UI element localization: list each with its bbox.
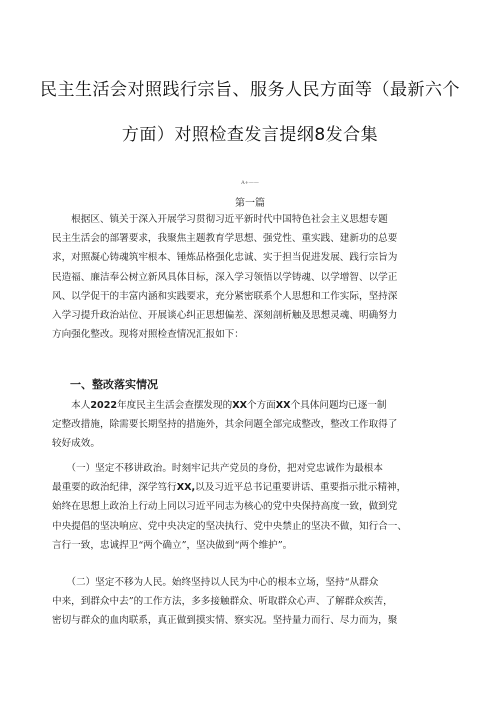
paragraph-line: 定整改措施，除需要长期坚持的措施外，其余问题全部完成整改，整改工作取得了: [52, 419, 398, 431]
paragraph-line: 入学习提升政治站位、开展谈心纠正思想偏差、深刻剖析触及思想灵魂、明确努力: [52, 310, 398, 322]
paragraph-line: 最重要的政治纪律，深学笃行XX,以及习近平总书记重要讲话、重要指示批示精神，: [52, 482, 407, 494]
paragraph-line: 风、以学促干的丰富内涵和实践要求，充分紧密联系个人思想和工作实际，坚持深: [52, 290, 398, 302]
paragraph-line: 本人2022年度民主生活会查摆发现的XX个方面XX个具体问题均已逐一制: [52, 400, 387, 411]
paragraph-line: 民造福、廉洁奉公树立新风具体目标，深入学习领悟以学铸魂、以学增智、以学正: [52, 271, 398, 283]
section-heading: 一、整改落实情况: [70, 378, 158, 391]
paragraph-line: 始终在思想上政治上行动上同以习近平同志为核心的党中央保持高度一致，做到党: [52, 501, 398, 513]
paragraph-line: 民主生活会的部署要求，我聚焦主题教育学思想、强党性、重实践、建新功的总要: [52, 233, 398, 245]
document-title-line-2: 方面）对照检查发言提纲8发合集: [121, 125, 379, 145]
small-mark: A+——: [241, 180, 259, 186]
paragraph-line: 言行一致，忠诚捍卫“两个确立”，坚决做到“两个维护”。: [52, 539, 293, 551]
paragraph-line: 根据区、镇关于深入开展学习贯彻习近平新时代中国特色社会主义思想专题: [52, 214, 388, 225]
paragraph-line: （一）坚定不移讲政治。时刻牢记共产党员的身份，把对党忠诚作为最根本: [52, 463, 383, 474]
paragraph-line: 中央提倡的坚决响应、党中央决定的坚决执行、党中央禁止的坚决不做，知行合一、: [52, 520, 407, 532]
paragraph-line: 方向强化整改。现将对照检查情况汇报如下：: [52, 329, 244, 341]
intro-paragraph: [52, 210, 454, 344]
paragraph-line: 较好成效。: [52, 438, 100, 450]
paragraph-line: 密切与群众的血肉联系，真正做到摸实情、察实况。坚持量力而行、尽力而为，聚: [52, 615, 398, 627]
politics-paragraph: [52, 459, 454, 555]
people-paragraph: [52, 573, 454, 631]
paragraph-line: （二）坚定不移为人民。始终坚持以人民为中心的根本立场，坚持“从群众: [52, 577, 379, 588]
paragraph-line: 求，对照凝心铸魂筑牢根本、锤炼品格强化忠诚、实于担当促进发展、践行宗旨为: [52, 252, 398, 264]
document-title-line-1: 民主生活会对照践行宗旨、服务人民方面等（最新六个: [40, 80, 460, 100]
section-subtitle: 第一篇: [235, 198, 265, 209]
paragraph-line: 中来，到群众中去”的工作方法，多多接触群众、听取群众心声、了解群众疾苦，: [52, 596, 393, 608]
rectification-paragraph: [52, 396, 454, 454]
